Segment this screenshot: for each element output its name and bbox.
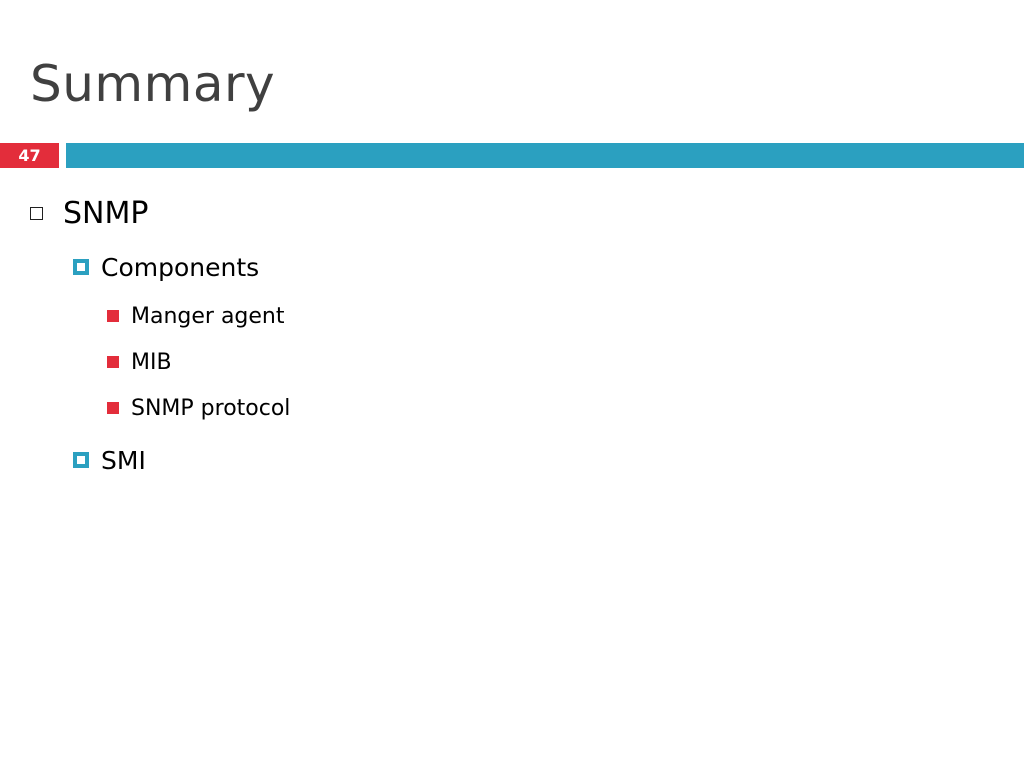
filled-square-bullet-icon [107,310,119,322]
list-item-manager-agent [107,301,285,331]
slide-number-badge: 47 [0,143,59,168]
list-item-label: SNMP protocol [131,395,291,421]
list-item-smi [73,443,146,477]
list-item-label: SNMP [63,195,149,231]
list-item-snmp [30,193,148,233]
filled-square-bullet-icon [107,356,119,368]
list-item-snmp-protocol [107,393,290,423]
framed-square-bullet-icon [73,259,89,275]
hollow-square-bullet-icon [30,207,43,220]
list-item-label: Manger agent [131,303,285,329]
list-item-label: Components [101,252,260,282]
slide-title: Summary [30,55,276,113]
list-item-mib [107,347,172,377]
list-item-label: SMI [101,445,146,475]
list-item-components [73,250,259,284]
list-item-label: MIB [131,349,172,375]
framed-square-bullet-icon [73,452,89,468]
filled-square-bullet-icon [107,402,119,414]
